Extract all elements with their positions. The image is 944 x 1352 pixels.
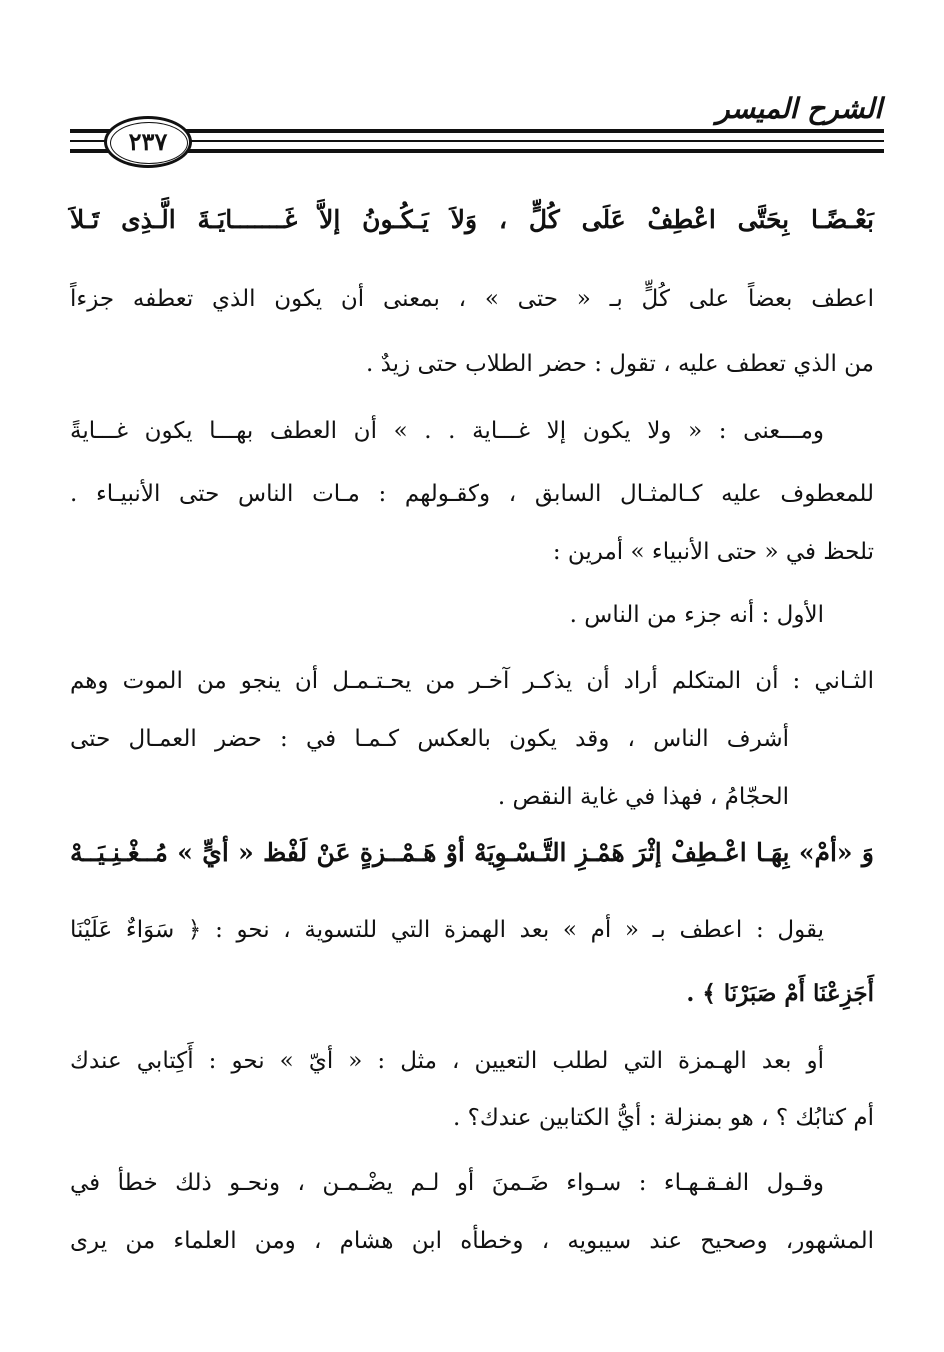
text-line: المشهور، وصحيح عند سيبويه ، وخطأه ابن هشام ، ومن العلماء من يرى: [70, 1228, 874, 1254]
quran-verse-line: أَجَزِعْنَا أَمْ صَبَرْنَا ﴾ .: [686, 980, 874, 1007]
text-line: الثـاني : أن المتكلم أراد أن يذكـر آخـر من يحـتـمـل أن ينجو من الموت وهم: [70, 668, 874, 694]
text-line: أم كتابُك ؟ ، هو بمنزلة : أيُّ الكتابين عندك؟ .: [453, 1105, 874, 1131]
running-header-title: الشرح الميسر: [716, 92, 882, 125]
text-line: للمعطوف عليه كـالمثـال السابق ، وكقـولهم : مـات الناس حتى الأنبيـاء .: [70, 481, 874, 507]
header-rule-top: [70, 129, 884, 133]
text-line: الأول : أنه جزء من الناس .: [569, 602, 824, 628]
text-line: الحجّامُ ، فهذا في غاية النقص .: [497, 784, 789, 810]
header-rule-bottom: [70, 149, 884, 153]
text-line: من الذي تعطف عليه ، تقول : حضر الطلاب حتى زيدٌ .: [365, 351, 874, 377]
text-line: ومـــعنى : « ولا يكون إلا غـــاية . . » أن العطف بهـــا يكون غـــايةً: [70, 418, 824, 444]
text-line: أو بعد الهـمزة التي لطلب التعيين ، مثل : « أيّ » نحو : أَكِتابي عندك: [70, 1048, 824, 1074]
text-line: أشرف الناس ، وقد يكون بالعكس كـمـا في : حضر العمـال حتى: [70, 726, 789, 752]
verse-line-1: بَعْـضًـا بِحَتَّى اعْطِفْ عَلَى كُلٍّ ، وَلاَ يَـكُـونُ إلاَّ غَـــــــايَـةَ الَّـذِى تَـلاَ: [70, 205, 874, 234]
text-line: اعطف بعضاً على كُلٍّ بـ « حتى » ، بمعنى أن يكون الذي تعطفه جزءاً: [70, 286, 874, 312]
text-line: وقـول الفـقـهـاء : سـواء ضَـمنَ أو لـم يضْـمـن ، ونحـو ذلك خطأ في: [70, 1170, 824, 1196]
header-rule-middle: [70, 140, 884, 142]
text-line: تلحظ في « حتى الأنبياء » أمرين :: [552, 539, 874, 565]
page-number-badge: ٢٣٧: [104, 116, 192, 168]
verse-line-2: وَ «أمْ» بِهَـا اعْـطِفْ إثْرَ هَمْـزِ التَّـسْـوِيَهْ أوْ هَـمْــزةٍ عَنْ لَفْظ « أيٍّ » مُــغْـنِـيَــهْ: [70, 838, 874, 867]
text-line: يقول : اعطف بـ « أم » بعد الهمزة التي للتسوية ، نحو : ﴿ سَوَاءٌ عَلَيْنَا: [70, 917, 824, 943]
